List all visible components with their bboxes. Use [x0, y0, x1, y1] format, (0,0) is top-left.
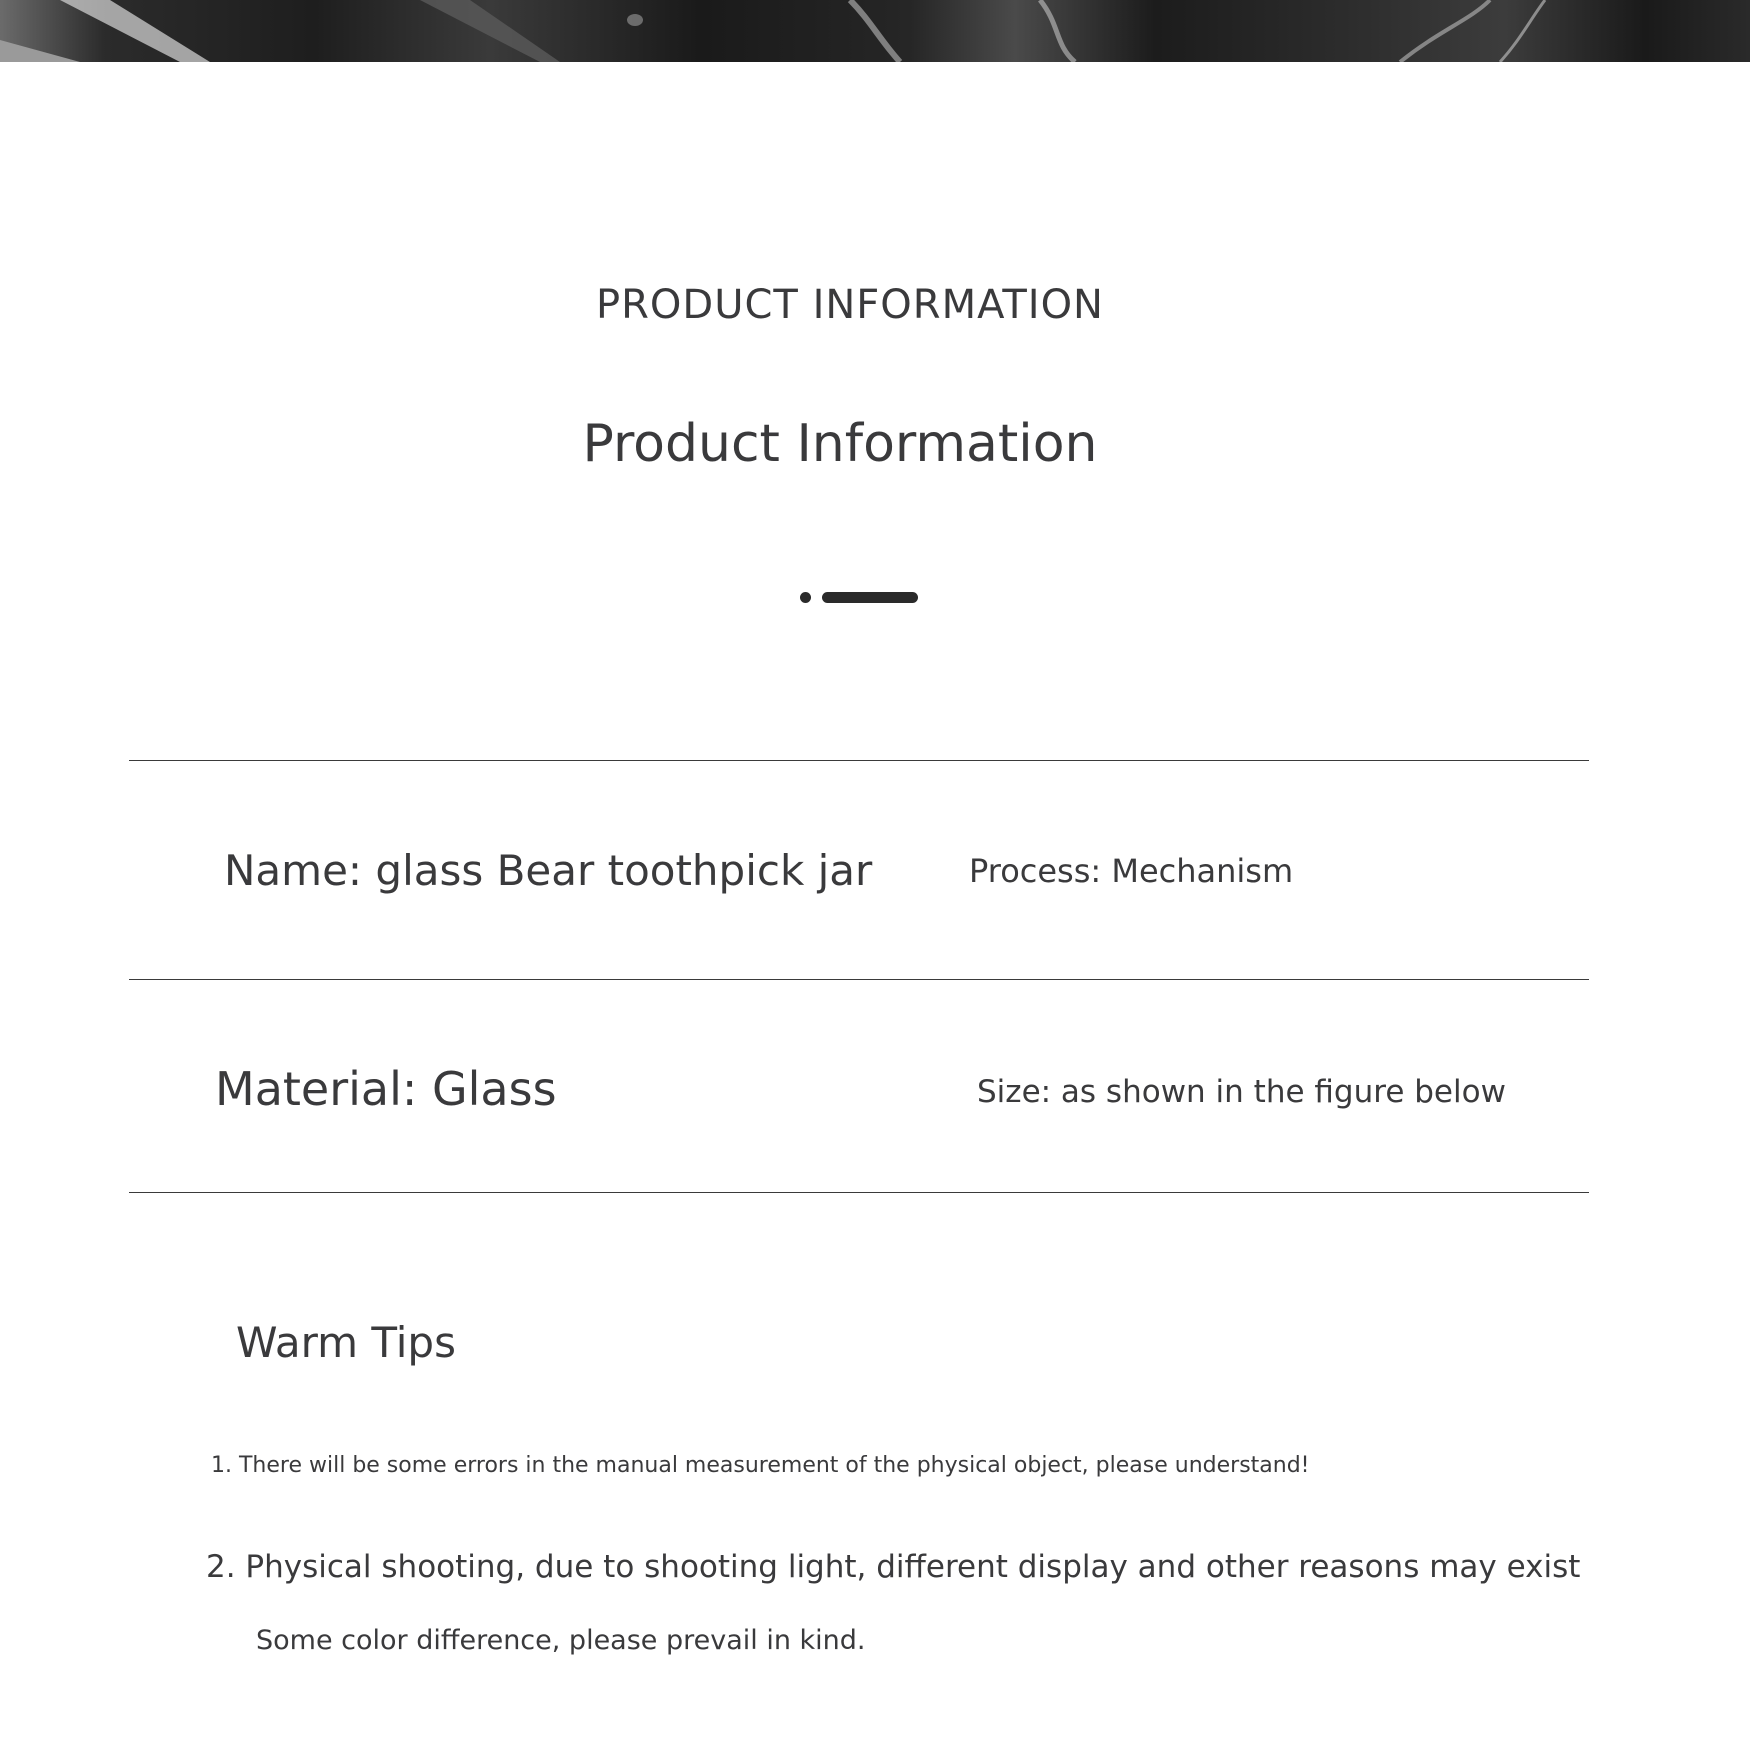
- table-rule-middle: [129, 979, 1589, 980]
- spec-material: Material: Glass: [215, 1062, 557, 1116]
- table-rule-top: [129, 760, 1589, 761]
- warm-tips-title: Warm Tips: [236, 1318, 456, 1367]
- section-title: Product Information: [582, 414, 1098, 474]
- tip-item-1: 1. There will be some errors in the manual measurement of the physical object, please understand!: [211, 1453, 1310, 1478]
- spec-process: Process: Mechanism: [969, 852, 1294, 890]
- glass-jar-photo: [0, 0, 1750, 62]
- spec-size: Size: as shown in the figure below: [977, 1074, 1506, 1110]
- spec-name: Name: glass Bear toothpick jar: [224, 846, 873, 895]
- product-photo-strip: [0, 0, 1750, 62]
- divider-bar: [822, 592, 918, 603]
- section-heading-en: PRODUCT INFORMATION: [596, 282, 1104, 328]
- tip-item-2: 2. Physical shooting, due to shooting light, different display and other reasons may exist: [206, 1549, 1581, 1585]
- title-divider-decoration: [800, 590, 920, 604]
- table-rule-bottom: [129, 1192, 1589, 1193]
- tip-item-2-continued: Some color difference, please prevail in kind.: [256, 1625, 866, 1656]
- divider-dot: [800, 592, 811, 603]
